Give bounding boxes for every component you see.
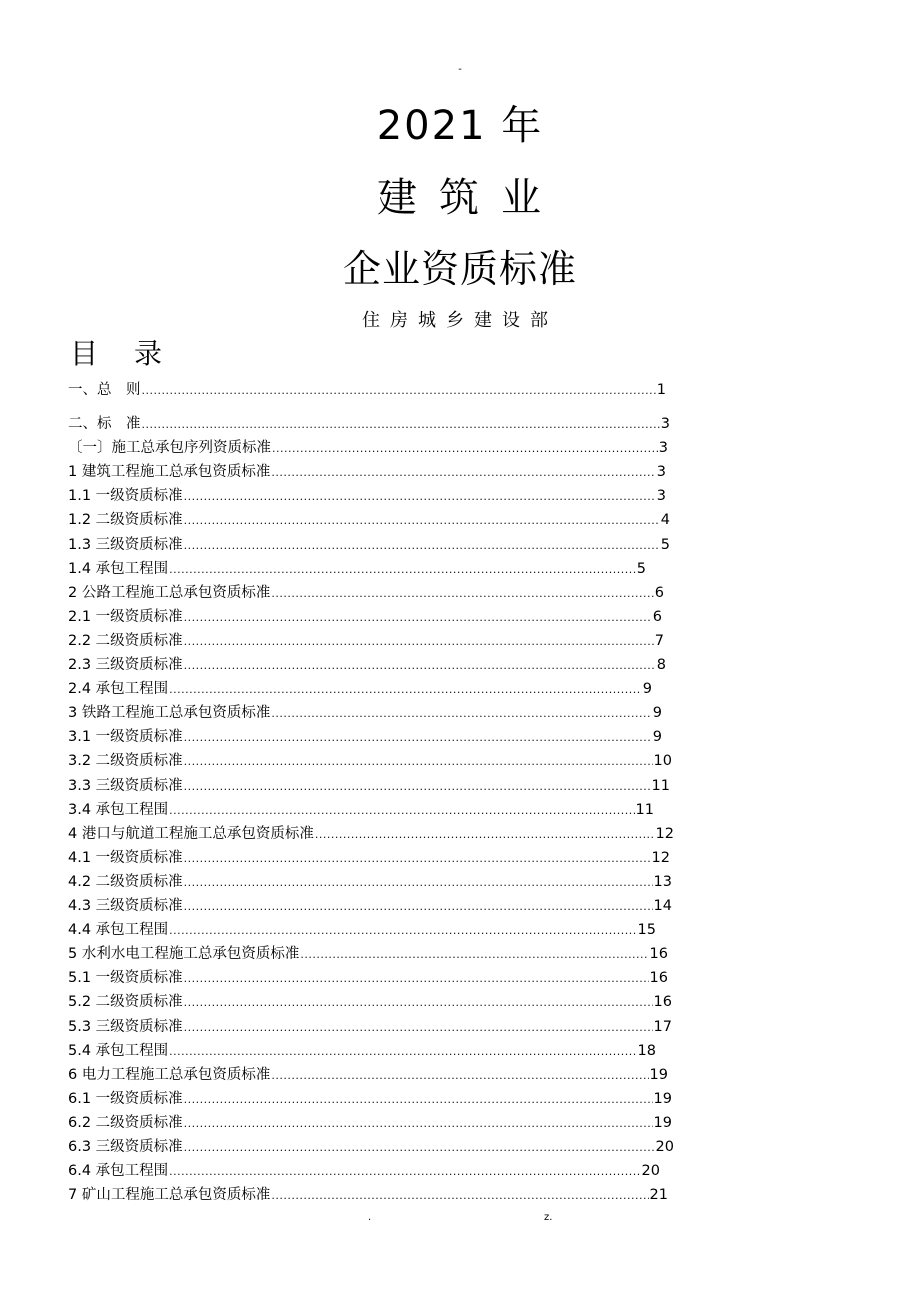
toc-entry[interactable] <box>68 1015 672 1037</box>
toc-leader-dots <box>169 563 636 576</box>
toc-entry-page: 10 <box>653 753 672 770</box>
toc-entry-label: 一、总 则 <box>68 382 141 398</box>
toc-leader-dots <box>184 876 653 889</box>
toc-entry-page: 15 <box>637 922 656 939</box>
toc-leader-dots <box>169 1045 636 1058</box>
toc-entry-page: 12 <box>655 825 674 842</box>
toc-leader-dots <box>271 1189 648 1202</box>
toc-entry-label: 5.4 承包工程围 <box>68 1042 169 1059</box>
toc-entry[interactable] <box>68 484 666 506</box>
toc-entry-label: 4 港口与航道工程施工总承包资质标准 <box>68 825 314 842</box>
toc-entry[interactable] <box>68 774 670 796</box>
toc-entry-label: 6.3 三级资质标准 <box>68 1139 183 1155</box>
toc-entry[interactable] <box>68 412 670 434</box>
toc-entry[interactable] <box>68 460 666 482</box>
toc-entry[interactable] <box>68 701 662 723</box>
toc-entry-label: 2 公路工程施工总承包资质标准 <box>68 584 271 601</box>
toc-entry-page: 13 <box>653 873 672 890</box>
toc-entry-label: 6.4 承包工程围 <box>68 1163 169 1180</box>
toc-leader-dots <box>184 755 653 768</box>
toc-leader-dots <box>184 900 653 913</box>
toc-leader-dots <box>142 418 660 431</box>
toc-entry-page: 1 <box>656 382 666 398</box>
toc-entry[interactable] <box>68 822 674 844</box>
toc-entry[interactable] <box>68 894 672 916</box>
toc-entry-page: 19 <box>653 1114 672 1131</box>
toc-leader-dots <box>184 514 660 527</box>
toc-entry[interactable] <box>68 942 668 964</box>
toc-entry-label: 4.2 二级资质标准 <box>68 873 183 890</box>
toc-leader-dots <box>271 466 655 479</box>
toc-leader-dots <box>184 659 656 672</box>
toc-entry[interactable] <box>68 990 672 1012</box>
toc-entry[interactable] <box>68 378 666 400</box>
toc-entry-label: 4.3 三级资质标准 <box>68 898 183 914</box>
toc-entry-page: 3 <box>656 464 666 481</box>
toc-entry-label: 1.1 一级资质标准 <box>68 488 183 505</box>
toc-entry[interactable] <box>68 798 654 820</box>
toc-leader-dots <box>142 384 656 397</box>
toc-entry-page: 3 <box>660 416 670 432</box>
toc-leader-dots <box>184 731 652 744</box>
toc-entry-label: 3.2 二级资质标准 <box>68 753 183 770</box>
toc-entry-label: 3 铁路工程施工总承包资质标准 <box>68 705 271 722</box>
toc-leader-dots <box>271 1069 648 1082</box>
toc-entry-page: 7 <box>654 632 664 649</box>
toc-entry-page: 4 <box>660 512 670 529</box>
toc-leader-dots <box>184 1021 653 1034</box>
toc-entry-page: 3 <box>656 488 666 505</box>
toc-entry-label: 2.1 一级资质标准 <box>68 608 183 625</box>
toc-entry[interactable] <box>68 966 668 988</box>
toc-entry[interactable] <box>68 581 664 603</box>
toc-entry-label: 6.1 一级资质标准 <box>68 1090 183 1107</box>
toc-entry-page: 6 <box>652 608 662 625</box>
toc-entry-page: 5 <box>660 536 670 553</box>
toc-heading: 目录 <box>70 337 199 370</box>
toc-leader-dots <box>169 804 634 817</box>
toc-entry[interactable] <box>68 870 672 892</box>
toc-leader-dots <box>271 587 653 600</box>
toc-entry-page: 17 <box>653 1018 672 1035</box>
toc-leader-dots <box>184 852 651 865</box>
toc-entry[interactable] <box>68 605 662 627</box>
toc-entry-page: 16 <box>649 970 668 987</box>
toc-entry-label: 1 建筑工程施工总承包资质标准 <box>68 464 271 481</box>
toc-entry-page: 9 <box>652 705 662 722</box>
toc-entry-page: 3 <box>658 440 668 457</box>
toc-entry-page: 6 <box>654 584 664 601</box>
toc-entry[interactable] <box>68 918 656 940</box>
toc-entry-label: 7 矿山工程施工总承包资质标准 <box>68 1187 271 1204</box>
toc-entry-page: 20 <box>641 1163 660 1180</box>
toc-leader-dots <box>169 683 642 696</box>
toc-entry-label: 1.2 二级资质标准 <box>68 512 183 529</box>
toc-entry-page: 21 <box>649 1187 668 1204</box>
toc-entry-label: 4.1 一级资质标准 <box>68 849 183 866</box>
toc-entry-label: 1.3 三级资质标准 <box>68 536 183 553</box>
toc-entry-page: 16 <box>653 994 672 1011</box>
toc-leader-dots <box>300 948 648 961</box>
toc-entry[interactable] <box>68 725 662 747</box>
toc-entry[interactable] <box>68 436 668 458</box>
toc-entry[interactable] <box>68 629 664 651</box>
toc-entry-label: 5.1 一级资质标准 <box>68 970 183 987</box>
toc-leader-dots <box>184 996 653 1009</box>
toc-entry-label: 2.2 二级资质标准 <box>68 632 183 649</box>
publisher: 住房城乡建设部 <box>362 310 558 331</box>
toc-entry-page: 16 <box>649 946 668 963</box>
toc-entry-page: 12 <box>651 849 670 866</box>
toc-entry-label: 4.4 承包工程围 <box>68 922 169 939</box>
toc-entry[interactable] <box>68 1087 672 1109</box>
toc-entry-label: 6 电力工程施工总承包资质标准 <box>68 1066 271 1083</box>
toc-entry-page: 5 <box>636 560 646 577</box>
toc-leader-dots <box>184 635 654 648</box>
toc-entry[interactable] <box>68 846 670 868</box>
toc-leader-dots <box>184 1093 653 1106</box>
toc-entry-label: 2.3 三级资质标准 <box>68 657 183 673</box>
toc-entry[interactable] <box>68 1039 656 1061</box>
title-year: 2021 年 <box>376 103 544 149</box>
footer-left-mark: . <box>368 1212 372 1223</box>
toc-entry-page: 20 <box>655 1139 674 1155</box>
title-industry: 建筑业 <box>377 175 563 221</box>
toc-entry-page: 11 <box>651 777 670 794</box>
toc-entry[interactable] <box>68 508 670 530</box>
toc-entry-label: 1.4 承包工程围 <box>68 560 169 577</box>
toc-entry[interactable] <box>68 653 666 675</box>
toc-entry-label: 5.3 三级资质标准 <box>68 1018 183 1035</box>
footer-right-mark: z. <box>544 1212 553 1223</box>
toc-leader-dots <box>184 780 651 793</box>
toc-entry-label: 3.1 一级资质标准 <box>68 729 183 746</box>
toc-leader-dots <box>184 972 649 985</box>
toc-entry-page: 19 <box>653 1090 672 1107</box>
toc-entry-page: 9 <box>642 681 652 698</box>
toc-entry-page: 9 <box>652 729 662 746</box>
toc-entry-label: 〔一〕施工总承包序列资质标准 <box>68 440 271 457</box>
toc-entry[interactable] <box>68 1159 660 1181</box>
toc-entry[interactable] <box>68 557 646 579</box>
toc-entry-page: 18 <box>637 1042 656 1059</box>
toc-leader-dots <box>271 707 651 720</box>
toc-entry-page: 14 <box>653 898 672 914</box>
toc-entry-label: 2.4 承包工程围 <box>68 681 169 698</box>
toc-leader-dots <box>184 490 656 503</box>
toc-entry[interactable] <box>68 677 652 699</box>
header-mark: - <box>458 64 462 75</box>
toc-entry-label: 二、标 准 <box>68 416 141 432</box>
toc-leader-dots <box>184 611 652 624</box>
toc-entry-page: 19 <box>649 1066 668 1083</box>
toc-entry[interactable] <box>68 1135 674 1157</box>
toc-leader-dots <box>169 924 636 937</box>
toc-leader-dots <box>169 1165 640 1178</box>
toc-leader-dots <box>184 539 660 552</box>
title-main: 企业资质标准 <box>342 247 577 291</box>
toc-leader-dots <box>315 828 655 841</box>
toc-entry[interactable] <box>68 749 672 771</box>
toc-entry-label: 3.4 承包工程围 <box>68 801 169 818</box>
toc-entry[interactable] <box>68 1111 672 1133</box>
toc-entry-label: 3.3 三级资质标准 <box>68 777 183 794</box>
toc-entry[interactable] <box>68 1063 668 1085</box>
toc-leader-dots <box>184 1141 655 1154</box>
toc-leader-dots <box>272 442 658 455</box>
toc-entry[interactable] <box>68 533 670 555</box>
toc-entry-page: 11 <box>635 801 654 818</box>
toc-entry-label: 5 水利水电工程施工总承包资质标准 <box>68 946 300 963</box>
toc-entry-page: 8 <box>656 657 666 673</box>
toc-entry-label: 6.2 二级资质标准 <box>68 1114 183 1131</box>
toc-leader-dots <box>184 1117 653 1130</box>
toc-entry-label: 5.2 二级资质标准 <box>68 994 183 1011</box>
toc-entry[interactable] <box>68 1183 668 1205</box>
